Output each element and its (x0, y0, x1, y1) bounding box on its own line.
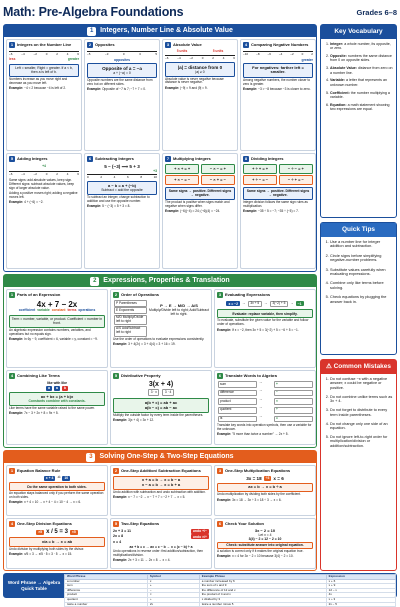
card-title: Order of Operations (121, 291, 160, 297)
card-title: Check Your Solution (225, 520, 264, 526)
card-number: 6 (218, 521, 222, 526)
card-one-step-division (6, 518, 108, 569)
expression: 5 − (−3) ⟹ 5 + 3 (104, 163, 140, 169)
section-expressions (3, 274, 317, 448)
word: is (218, 416, 257, 423)
flow-step: 3x + 5 (248, 301, 262, 308)
balance-scale: x + 4 ⚖ 10 (45, 475, 69, 480)
section-number: 2 (90, 277, 99, 286)
equation: 3x = 18 (246, 475, 262, 481)
rule-main: Opposite of a = −a (102, 65, 142, 71)
symbol: + (274, 381, 313, 388)
card-title: Integers on the Number Line (17, 41, 72, 47)
vocab-item: 5. Coefficient: the number multiplying a variable. (330, 91, 393, 100)
card-header (217, 521, 313, 527)
section-integers (3, 24, 317, 272)
card-number: 7 (166, 156, 170, 161)
card-example: Example: x + 4 = 10 → x + 4 − 4 = 10 − 4 → x = 6. (9, 500, 82, 505)
card-title: Subtracting Integers (95, 155, 134, 161)
tip-item: 3. Substitute values carefully when evaluating expressions. (330, 268, 393, 277)
sign-rule: + ÷ − = − (243, 175, 277, 185)
card-example: Example: 3x = 18 → 3x ÷ 3 = 18 ÷ 3 → x = 6. (217, 497, 282, 502)
step-tag: undo ×/÷ (191, 534, 209, 539)
operations-label: operations (78, 308, 96, 313)
section-number: 1 (87, 27, 96, 36)
section-title: Solving One-Step & Two-Step Equations (99, 452, 234, 460)
terms-label: terms (67, 308, 77, 313)
mistake-item: 4. Do not change only one side of an equation. (330, 422, 393, 431)
card-note: Undo division by multiplying both sides by the divisor. (9, 546, 85, 551)
card-title: Dividing Integers (251, 155, 284, 161)
rule-line: ax + b = c → ax = c − b → x = (c − b) ÷ a (129, 544, 193, 549)
like-label: like with like (47, 380, 67, 385)
rule-main: a(b + c) = ab + ac (144, 399, 178, 405)
section-header (4, 451, 316, 463)
warning-icon: ⚠ (325, 363, 334, 370)
card-note: Undo operations in reverse order: first addition/subtraction, then multiplication/division. (113, 549, 204, 557)
product-term: 3 · x (148, 389, 159, 396)
tip-item: 1. Use a number line for integer addition and subtraction. (330, 240, 393, 249)
card-number: 1 (10, 468, 14, 473)
check-equation: 3x − 2 = 10 (254, 527, 276, 533)
rule-add: x + a = b → x = b − a (141, 477, 181, 482)
flow-step: x = −2 (228, 301, 239, 306)
card-title: Two-Step Equations (121, 520, 160, 526)
rule-box (87, 63, 157, 78)
card-title: Equation Balance Rule (17, 467, 61, 473)
card-header (217, 373, 313, 379)
solve-steps (113, 529, 209, 544)
jump-label: +3 (153, 169, 157, 173)
card-header (9, 292, 105, 298)
card-number: 2 (114, 468, 118, 473)
card-note: To evaluate, substitute the given value for the variable and follow order of operations. (217, 318, 309, 327)
table-label: Word Phrase → Algebra Quick Table (4, 574, 64, 597)
rule-box: For negatives: farther left = smaller. (243, 63, 313, 78)
card-one-step-add-sub (110, 465, 212, 516)
panel-title: Key Vocabulary (321, 25, 396, 39)
operation-tag: ×5 (38, 530, 43, 535)
tips-list (321, 237, 396, 312)
equation: x / 5 = 3 (46, 528, 68, 535)
left-side: x + 4 (45, 476, 54, 480)
grades-label: Grades 6–8 (356, 8, 397, 17)
table-row: twice a number 2x twice a number minus 5 2x − 5 (65, 602, 396, 607)
section-header (4, 25, 316, 37)
card-note: Numbers increase as you move right and decrease as you move left. (9, 76, 68, 85)
card-example: Example: x = 4 for 3x − 2 = 10 because 3(4) − 2 = 10. (217, 554, 294, 559)
sign-rule: + × − = − (165, 175, 199, 185)
tip-item: 4. Combine only like terms before solving. (330, 281, 393, 290)
rule-box: Evaluate: replace variable, then simplify. (217, 309, 313, 318)
card-balance-rule (6, 465, 108, 516)
page-header (3, 2, 397, 23)
card-number: 4 (10, 521, 14, 526)
step-equation: 2x + 3 = 11 (113, 528, 131, 533)
card-example: Example: 2x + 3 = 11 → 2x = 8 → x = 4. (113, 558, 171, 563)
solution: x = 6 (273, 475, 284, 481)
tip-item: 5. Check equations by plugging the answer back in. (330, 295, 393, 304)
sign-rule: + ÷ + = + (243, 164, 277, 174)
less-label: less (9, 57, 16, 62)
number-line: −5 −3 0 3 5 (87, 52, 157, 56)
card-title: Absolute Value (173, 41, 202, 47)
operation-tag: ×5 (71, 530, 76, 535)
card-title: Parts of an Expression (17, 291, 61, 297)
card-header (243, 156, 313, 162)
quick-table (3, 573, 397, 606)
symbol: = (274, 416, 313, 423)
step-tag: undo +/− (192, 529, 207, 533)
rule-box (165, 62, 235, 77)
rule-box (113, 476, 209, 491)
card-header (113, 521, 209, 527)
card-check-solution (214, 518, 316, 569)
evaluation-flow: x = −2 → 3x + 5 → 3(−2) + 5 → −1 (228, 300, 302, 306)
card-example: Example: 3(x + 4) = 3x + 12. (113, 418, 155, 423)
vocab-item: 3. Absolute Value: distance from zero on a number line. (330, 66, 393, 75)
card-example: Example: (−6)(−4) = 24; (−6)(4) = −24. (165, 208, 221, 213)
vocab-item: 4. Variable: a letter that represents an unknown number. (330, 78, 393, 87)
card-number: 1 (10, 292, 14, 297)
card-example: Example: −4 < 2 because −4 is left of 2. (9, 85, 66, 90)
card-header (217, 468, 313, 474)
card-header (87, 42, 157, 48)
card-number-line (6, 39, 82, 151)
rule-box: Left = smaller, Right = greater. If a < b, then a is left of b. (9, 64, 79, 77)
rule-main: ax + bx = (a + b)x (40, 393, 74, 399)
rule-sub: a(b − c) = ab − ac (144, 404, 178, 410)
card-example: Example: Opposite of −7 is 7; −7 + 7 = 0. (87, 86, 146, 91)
card-header (87, 156, 157, 162)
card-note: To subtract an integer, change subtraction to addition and use the opposite number. (87, 195, 150, 203)
number-line: 0 2 4 6 8 10 (87, 175, 157, 180)
table-row: sum + the sum of x and 9 x + 9 (65, 584, 396, 589)
mistake-item: 5. Do not ignore left-to-right order for multiplication/division or addition/subtraction. (330, 435, 393, 449)
card-number: 3 (218, 292, 222, 297)
card-note: Use the order of operations to evaluate expressions consistently. (113, 337, 205, 342)
direction-labels (9, 58, 79, 62)
card-number: 3 (166, 42, 170, 47)
card-number: 5 (114, 521, 118, 526)
rule-box: Same signs → positive. Different signs → negative. (165, 187, 235, 200)
expression: 4x + 7 − 2x (36, 299, 78, 309)
rule-box (113, 398, 209, 413)
rule-box: x/a = b → x = ab (9, 537, 105, 547)
card-example: Example: −3 > −8 because −3 is closer to zero. (243, 86, 311, 91)
column-header: Word Phrase (65, 575, 148, 580)
step-parentheses: P Parentheses (114, 300, 147, 307)
section-equations (3, 450, 317, 571)
section-title: Integers, Number Line & Absolute Value (100, 26, 233, 34)
card-note: Like terms have the same variable raised to the same power. (9, 406, 95, 411)
rule-sub: Constants combine with constants. (28, 399, 86, 404)
card-header (9, 521, 105, 527)
constant-label: constant (51, 308, 66, 313)
card-title: One-Step Division Equations (17, 520, 72, 526)
tile-a: a (48, 386, 50, 391)
card-header (113, 292, 209, 298)
table-row: quotient ÷ x divided by 3 x ÷ 3 (65, 597, 396, 602)
mistake-item: 3. Do not forget to distribute to every term inside parentheses. (330, 408, 393, 417)
expression: 3(x + 4) (148, 380, 174, 388)
sign-rule: − ÷ − = + (279, 164, 313, 174)
column-header: Expression (326, 575, 395, 580)
card-number: 4 (244, 42, 248, 47)
word: sum (218, 381, 257, 388)
rule-box (87, 181, 157, 195)
card-one-step-multiplication (214, 465, 316, 516)
card-title: Translate Words to Algebra (225, 372, 277, 378)
card-title: Adding Integers (17, 155, 48, 161)
opposites-label: opposites (113, 57, 130, 62)
card-dividing-integers (240, 153, 316, 269)
sign-rule: − × + = − (201, 175, 235, 185)
card-header (9, 156, 79, 162)
right-side: 10 (64, 476, 69, 480)
greater-label: greater (67, 57, 79, 62)
card-number: 4 (10, 373, 14, 378)
rule-box: Check: substitute answer into original equation. (217, 542, 313, 549)
card-subtracting-integers (84, 153, 160, 269)
card-note: Among negative numbers, the number closer to zero is greater. (243, 77, 311, 86)
card-title: One-Step Addition/ Subtraction Equations (121, 467, 201, 473)
card-number: 6 (88, 156, 92, 161)
card-note: The product is positive when signs match and negative when signs differ. (165, 199, 230, 208)
card-number: 3 (218, 468, 222, 473)
rule-main: a − b = a + (−b) (107, 182, 136, 188)
section-header (4, 275, 316, 287)
card-translate-words (214, 370, 316, 445)
card-header (165, 42, 235, 48)
key-vocabulary-panel (320, 24, 397, 218)
card-note: Integer division follows the same sign rules as multiplication. (243, 199, 308, 208)
tile-a: a (55, 386, 58, 391)
rule-box: Do the same operation to both sides. (9, 482, 105, 491)
card-header (113, 373, 209, 379)
pemdas-layout (113, 300, 209, 338)
card-header (9, 468, 105, 474)
pemdas-list (113, 300, 147, 338)
distance-labels (165, 50, 235, 54)
units-right: 5 units (212, 49, 224, 53)
card-multiplying-integers (162, 153, 238, 269)
card-example: Example: x − 7 = −2 → x − 7 + 7 = −2 + 7 → x = 5. (113, 495, 186, 500)
number-line: −10 −8 −6 −4 −2 0 2 (243, 52, 313, 56)
vocab-item: 1. Integer: a whole number, its opposite, or zero. (330, 42, 393, 51)
word: quotient (218, 407, 257, 414)
mistake-item: 1. Do not confuse −x with a negative answer; x could be negative or positive. (330, 377, 393, 391)
card-title: Evaluating Expressions (225, 291, 271, 297)
table-row: difference − the difference of 12 and x 12 − x (65, 588, 396, 593)
card-example: Example: In 6y − 9, coefficient = 6, variable = y, constant = −9. (9, 336, 98, 341)
vocab-item: 6. Equation: a math statement showing two expressions are equal. (330, 103, 393, 112)
card-note: An equation stays balanced only if you perform the same operation on both sides. (9, 491, 104, 499)
rule-box (9, 392, 105, 406)
card-example: Example: 7x − 3 + 2x + 8 = 9x + 5. (9, 411, 59, 416)
card-title: Multiplying Integers (173, 155, 211, 161)
card-note: An algebraic expression contains numbers, variables, and operations but no equals sign. (9, 327, 91, 336)
card-title: Opposites (95, 41, 115, 47)
card-number: 1 (10, 42, 14, 47)
card-example: Example: |−9| = 9 and |9| = 9. (165, 85, 208, 90)
card-number: 2 (88, 42, 92, 47)
flow-step: 3(−2) + 5 (270, 301, 288, 308)
card-absolute-value (162, 39, 238, 151)
rule-sub: Subtract = add the opposite (101, 188, 143, 193)
sign-rule: − × − = + (201, 164, 235, 174)
card-opposites (84, 39, 160, 151)
rule-sub: a + (−a) = 0 (113, 71, 131, 76)
number-line: −6 −4 −2 0 2 4 6 (165, 55, 235, 60)
card-note: Translate key words into operation symbols, then use a variable for the unknown. (217, 422, 312, 431)
card-example: Example: If x = −2, then 3x + 5 = 3(−2) + 5 = −6 + 5 = −1. (217, 327, 299, 332)
order-detail: Multiply/Divide left to right; Add/Subtract left to right. (149, 308, 209, 317)
word: difference (218, 390, 257, 397)
card-example: Example: "5 more than twice a number" → 2x + 5. (217, 432, 289, 437)
card-adding-integers (6, 153, 82, 269)
operation-tag: ÷3 (265, 476, 270, 481)
card-example: Example: x/5 = 3 → x/5 · 5 = 3 · 5 → x = 15. (9, 552, 73, 557)
sign-grid (243, 164, 313, 185)
card-comparing-negatives (240, 39, 316, 151)
distribution-steps (113, 389, 209, 397)
card-two-step-equations (110, 518, 212, 569)
card-example: Example: 5 − (−3) = 5 + 3 = 8. (87, 204, 131, 209)
step-solution: x = 4 (113, 539, 122, 544)
card-title: Distributive Property (121, 372, 161, 378)
vocab-item: 2. Opposite: numbers the same distance from 0 on opposite sides. (330, 54, 393, 63)
card-example: Example: 4 + (−6) = −2. (9, 199, 44, 204)
rule-main: |a| = distance from 0 (177, 64, 223, 70)
step-exponents: E Exponents (114, 307, 147, 314)
table-row: product × the product of 4 and x 4x (65, 593, 396, 598)
mistake-item: 2. Do not combine unlike terms such as 3x + 4. (330, 395, 393, 404)
sign-rule: + × + = + (165, 164, 199, 174)
sign-grid (165, 164, 235, 185)
card-header (113, 468, 209, 474)
card-example: Example: 3 + 4(2²) = 3 + 4(4) = 3 + 16 = 19. (113, 342, 176, 347)
variable-label: variable (37, 308, 50, 313)
rule-subtract: x − a = b → x = b + a (141, 481, 181, 487)
panel-title: Quick Tips (321, 223, 396, 237)
card-note: Undo multiplication by dividing both sides by the coefficient. (217, 492, 301, 497)
vocab-list (321, 39, 396, 118)
card-title: Comparing Negative Numbers (251, 41, 309, 47)
card-header (9, 42, 79, 48)
card-distributive-property (110, 370, 212, 445)
card-title: Combining Like Terms (17, 372, 60, 378)
card-header (165, 156, 235, 162)
greater-label: greater (301, 57, 313, 62)
phrase-table (64, 574, 396, 607)
card-evaluating-expressions (214, 289, 316, 368)
card-combining-like-terms (6, 370, 108, 445)
order-sequence: P → E → M/D → A/S (160, 302, 198, 308)
units-left: 5 units (176, 49, 188, 53)
rule-box: Same signs → positive. Different signs → negative. (243, 187, 313, 200)
card-note: Undo addition with subtraction and undo subtraction with addition. (113, 490, 206, 495)
coefficient-label: coefficient (18, 308, 36, 313)
panel-title: ⚠ Common Mistakes (321, 360, 396, 374)
card-parts-of-expression (6, 289, 108, 368)
tile-b: b (63, 386, 66, 391)
column-header: Symbol (147, 575, 199, 580)
card-header (9, 373, 105, 379)
section-title: Expressions, Properties & Translation (103, 276, 230, 284)
jump-label: +4 (42, 163, 46, 168)
step-add-subtract: A/S Add/Subtract left to right (114, 326, 147, 337)
column-header: Example Phrase (199, 575, 326, 580)
quick-tips-panel (320, 222, 397, 355)
card-number: 8 (244, 156, 248, 161)
flow-result: −1 (297, 301, 302, 306)
card-title: One-Step Multiplication Equations (225, 467, 291, 473)
card-order-of-operations (110, 289, 212, 368)
symbol: ÷ (274, 407, 313, 414)
word: product (218, 398, 257, 405)
symbol: − (274, 390, 313, 397)
tip-item: 2. Circle signs before simplifying negative-number problems. (330, 254, 393, 263)
symbol: × (274, 398, 313, 405)
card-note: Multiply the outside factor by every term inside the parentheses. (113, 412, 204, 417)
card-note-2: Adding a positive moves right; adding a negative moves left. (9, 190, 78, 199)
section-number: 3 (86, 453, 95, 462)
card-number: 2 (114, 292, 118, 297)
tile-group (9, 386, 105, 391)
solve-steps (9, 529, 105, 536)
word-map: sum → + difference → − product → × quotient → ÷ is → = (217, 381, 313, 423)
card-note: A solution is correct only if it makes the original equation true. (217, 549, 304, 554)
table-row: a number x a number increased by 6 x + 6 (65, 579, 396, 584)
check-substitution: Let x = 4 (258, 533, 272, 538)
mistakes-list (321, 374, 396, 456)
rule-box: ax = b → x = b ÷ a (217, 483, 313, 493)
card-note: Absolute value is never negative because distance is never negative. (165, 76, 224, 85)
rule-sub: |a| ≥ 0 (195, 70, 205, 75)
check-evaluation: 3(4) − 2 = 12 − 2 = 10 (248, 537, 282, 542)
number-line: −6 −4 −2 0 2 4 6 (9, 171, 79, 176)
card-note: Opposite numbers are the same distance from zero but on different sides. (87, 77, 153, 86)
step-equation: 2x = 8 (113, 534, 124, 539)
card-note: Same signs: add absolute values, keep sign. Different signs: subtract absolute values, keep sign of larger absolute value. (9, 178, 75, 190)
pemdas-summary (149, 300, 209, 338)
card-number: 6 (218, 373, 222, 378)
card-number: 5 (10, 156, 14, 161)
sign-rule: − ÷ + = − (279, 175, 313, 185)
product-term: 3 · 4 (162, 389, 173, 396)
step-multiply-divide: M/D Multiply/Divide left to right (114, 315, 147, 326)
rule-box: Term = number, variable, or product. Coefficient = number in front. (9, 315, 105, 328)
common-mistakes-panel (320, 359, 397, 571)
page-title: Math: Pre-Algebra Foundations (3, 5, 184, 19)
card-header (217, 292, 313, 298)
solve-steps (217, 476, 313, 482)
card-number: 5 (114, 373, 118, 378)
card-header (243, 42, 313, 48)
number-line: −6 −4 −2 0 2 4 6 (9, 52, 79, 56)
part-labels (9, 309, 105, 313)
card-example: Example: −35 ÷ 5 = −7; −35 ÷ (−5) = 7. (243, 208, 299, 213)
